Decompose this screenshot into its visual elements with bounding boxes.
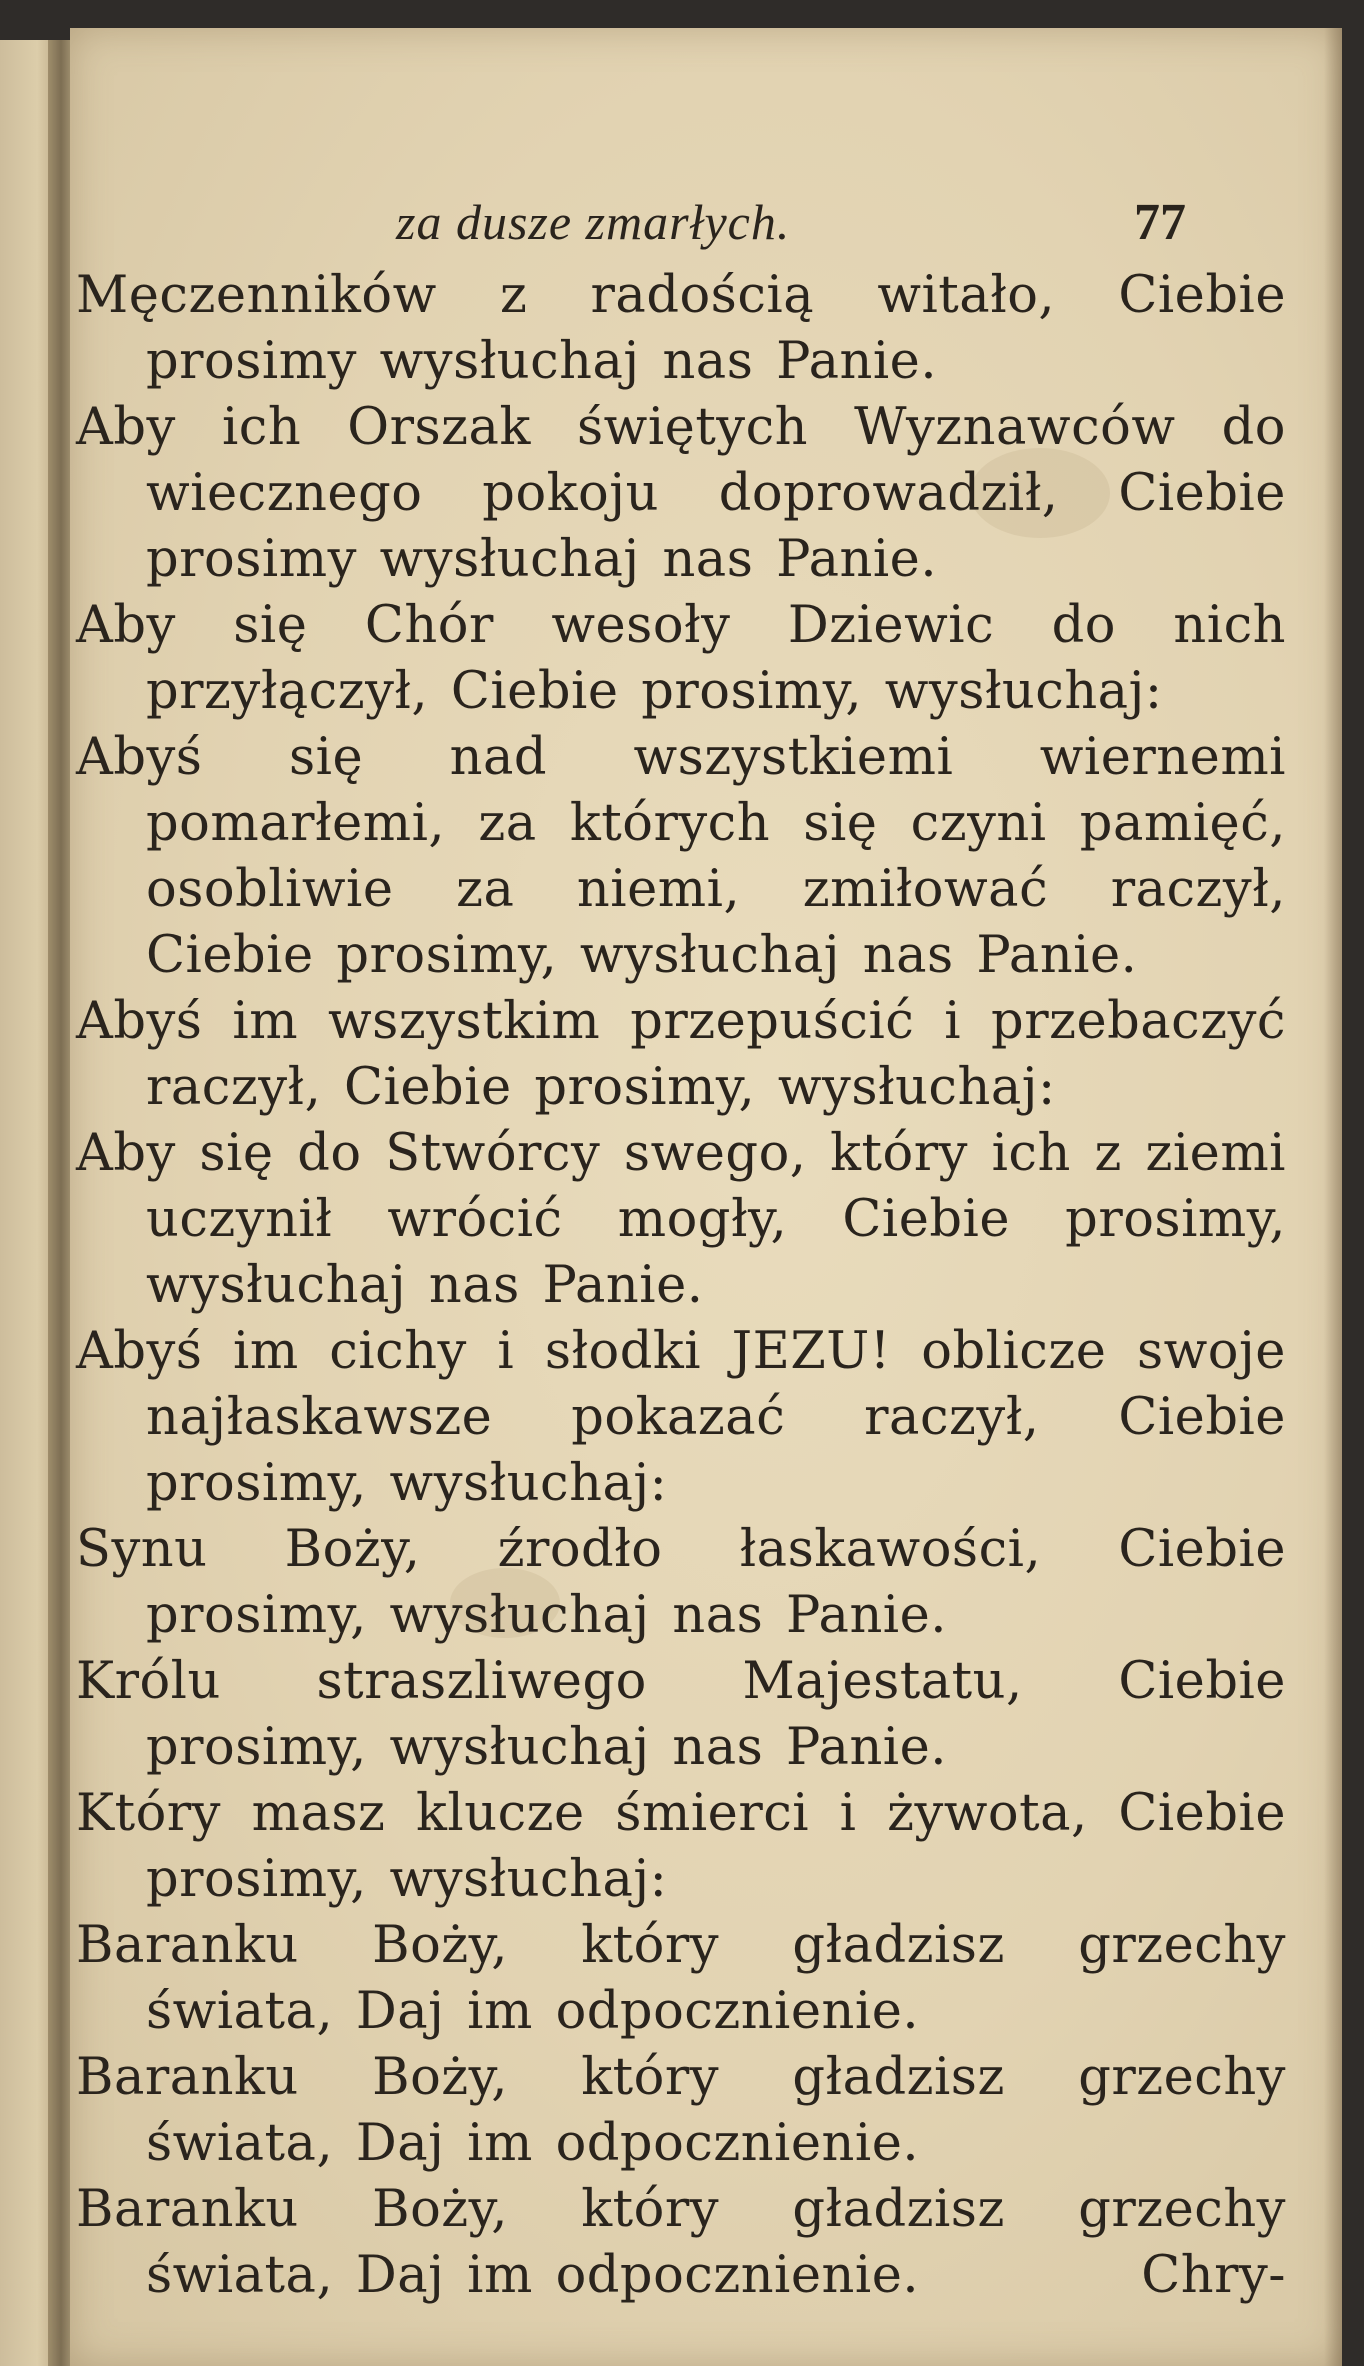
litany-verse-last (76, 2177, 1286, 2309)
litany-verse: Baranku Boży, który gładzisz grzechy świata, Daj im odpocznienie. (76, 2048, 1286, 2173)
litany-verse: Abyś im cichy i słodki JEZU! oblicze swoje najłaskawsze pokazać raczył, Ciebie prosimy, wysłuchaj: (76, 1322, 1286, 1513)
litany-verse: Męczenników z radością witało, Ciebie prosimy wysłuchaj nas Panie. (76, 266, 1286, 391)
litany-verse: Baranku Boży, który gładzisz grzechy świata, Daj im odpocznienie. (76, 1916, 1286, 2041)
litany-verse: Który masz klucze śmierci i żywota, Ciebie prosimy, wysłuchaj: (76, 1784, 1286, 1909)
page-number: 77 (1134, 194, 1186, 251)
litany-verse: Abyś im wszystkim przepuścić i przebaczyć raczył, Ciebie prosimy, wysłuchaj: (76, 992, 1286, 1117)
litany-verse: Synu Boży, źrodło łaskawości, Ciebie prosimy, wysłuchaj nas Panie. (76, 1520, 1286, 1645)
running-title: za dusze zmarłych. (396, 194, 791, 250)
litany-verse: Abyś się nad wszystkiemi wiernemi pomarłemi, za których się czyni pamięć, osobliwie za niemi, zmiłować raczył, Ciebie prosimy, wysłuchaj nas Panie. (76, 728, 1286, 985)
litany-verse: Aby się do Stwórcy swego, który ich z ziemi uczynił wrócić mogły, Ciebie prosimy, wysłuchaj nas Panie. (76, 1124, 1286, 1315)
text-block (76, 193, 1286, 2309)
litany-verse: Aby ich Orszak świętych Wyznawców do wiecznego pokoju doprowadził, Ciebie prosimy wysłuchaj nas Panie. (76, 398, 1286, 589)
page-header (76, 193, 1286, 263)
litany-verse-text: Baranku Boży, który gładzisz grzechy świata, Daj im odpocznienie. (76, 2180, 1286, 2305)
litany-verse: Aby się Chór wesoły Dziewic do nich przyłączył, Ciebie prosimy, wysłuchaj: (76, 596, 1286, 721)
catchword: Chry- (1141, 2246, 1286, 2305)
book-page (70, 28, 1342, 2366)
litany-verse: Królu straszliwego Majestatu, Ciebie prosimy, wysłuchaj nas Panie. (76, 1652, 1286, 1777)
